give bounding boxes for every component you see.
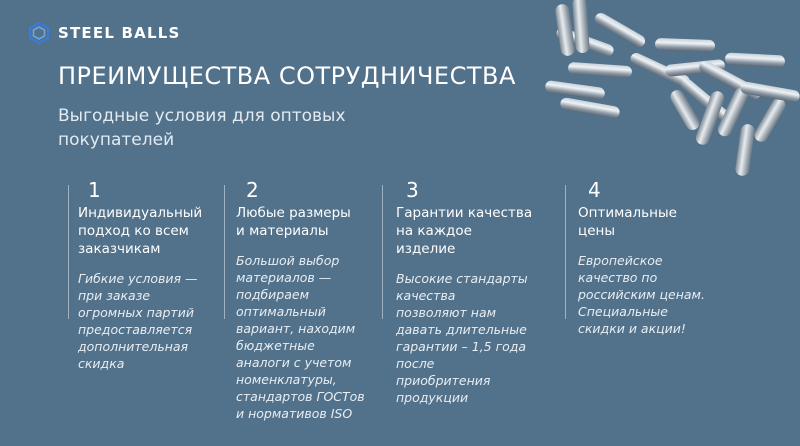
benefit-column-4	[578, 178, 728, 337]
benefit-title: Гарантии качества на каждое изделие	[396, 205, 533, 257]
benefit-description: Высокие стандарты качества позволяют нам давать длительные гарантии – 1,5 года после приобритения продукции	[396, 271, 528, 405]
benefit-title: Оптимальные цены	[578, 205, 677, 239]
hexagon-logo-icon	[28, 22, 50, 44]
benefit-column-1	[78, 178, 216, 372]
benefit-number: 4	[588, 178, 601, 202]
brand-logo	[28, 22, 180, 44]
page-subtitle: Выгодные условия для оптовых покупателей	[58, 106, 346, 150]
page-title: ПРЕИМУЩЕСТВА СОТРУДНИЧЕСТВА	[58, 62, 516, 90]
column-divider	[224, 185, 225, 319]
column-divider	[565, 185, 566, 319]
benefit-title: Любые размеры и материалы	[236, 205, 351, 239]
benefit-column-2	[236, 178, 374, 422]
brand-name: STEEL BALLS	[58, 24, 181, 42]
benefit-number: 2	[246, 178, 259, 202]
benefit-description: Большой выбор материалов — подбираем оптимальный вариант, находим бюджетные аналоги с учетом номенклатуры, стандартов ГОСТов и нормативов ISO	[236, 253, 365, 421]
benefit-description: Европейское качество по российским ценам. Специальные скидки и акции!	[578, 253, 705, 336]
benefit-number: 3	[406, 178, 419, 202]
column-divider	[382, 185, 383, 319]
benefit-title: Индивидуальный подход ко всем заказчикам	[78, 205, 203, 257]
benefit-description: Гибкие условия — при заказе огромных партий предоставляется дополнительная скидка	[78, 271, 198, 371]
steel-rods-image	[545, 0, 800, 190]
benefit-column-3	[396, 178, 546, 406]
column-divider	[68, 185, 69, 319]
benefit-number: 1	[88, 178, 101, 202]
